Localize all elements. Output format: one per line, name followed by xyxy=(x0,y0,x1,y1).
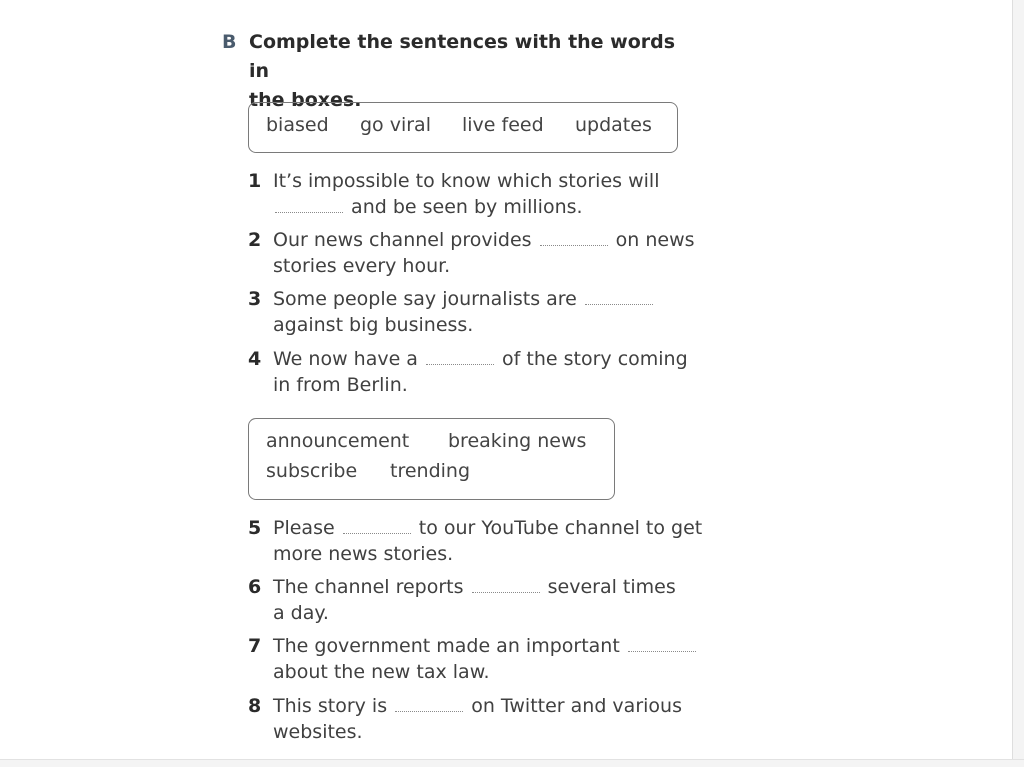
item-text-part: on Twitter and various xyxy=(471,695,682,717)
item-text xyxy=(273,515,743,567)
answer-blank[interactable] xyxy=(585,290,653,305)
item-text-part: about the new tax law. xyxy=(273,661,490,683)
item-text-part: Our news channel provides xyxy=(273,229,532,251)
word-box-2 xyxy=(248,418,615,500)
item-text xyxy=(273,168,743,220)
word-box-1 xyxy=(248,102,678,153)
item-text xyxy=(273,633,743,685)
item-text xyxy=(273,346,743,398)
item-text-part: and be seen by millions. xyxy=(351,196,583,218)
item-text-part: websites. xyxy=(273,721,363,743)
item-number: 1 xyxy=(248,170,262,192)
word-breaking-news: breaking news xyxy=(448,430,587,452)
word-trending: trending xyxy=(390,460,471,482)
item-number: 3 xyxy=(248,288,262,310)
item-text xyxy=(273,574,743,626)
item-number: 5 xyxy=(248,517,262,539)
word-live-feed: live feed xyxy=(462,114,544,136)
answer-blank[interactable] xyxy=(540,231,608,246)
item-text xyxy=(273,286,743,338)
item-text xyxy=(273,227,743,279)
item-text-part: against big business. xyxy=(273,314,474,336)
instruction-line-1: Complete the sentences with the words in xyxy=(249,31,676,82)
answer-blank[interactable] xyxy=(472,578,540,593)
item-text-part: Some people say journalists are xyxy=(273,288,577,310)
item-text-part: We now have a xyxy=(273,348,418,370)
item-text-part: of the story coming xyxy=(502,348,688,370)
item-text-part: more news stories. xyxy=(273,543,454,565)
word-biased: biased xyxy=(266,114,329,136)
answer-blank[interactable] xyxy=(275,198,343,213)
item-text-part: in from Berlin. xyxy=(273,374,408,396)
item-text-part: Please xyxy=(273,517,335,539)
item-text-part: The channel reports xyxy=(273,576,464,598)
item-number: 8 xyxy=(248,695,262,717)
item-number: 2 xyxy=(248,229,262,251)
answer-blank[interactable] xyxy=(343,519,411,534)
item-text-part: several times xyxy=(547,576,676,598)
item-text-part: on news xyxy=(615,229,695,251)
word-go-viral: go viral xyxy=(360,114,431,136)
word-updates: updates xyxy=(575,114,652,136)
item-text-part: This story is xyxy=(273,695,388,717)
bottom-frame-border xyxy=(0,759,1024,767)
answer-blank[interactable] xyxy=(395,697,463,712)
item-text-part: The government made an important xyxy=(273,635,620,657)
item-text-part: to our YouTube channel to get xyxy=(418,517,703,539)
section-letter: B xyxy=(222,31,237,53)
instruction-line-2: the boxes. xyxy=(249,89,362,111)
right-frame-border xyxy=(1012,0,1024,767)
item-text xyxy=(273,693,743,745)
item-number: 4 xyxy=(248,348,262,370)
item-text-part: It’s impossible to know which stories will xyxy=(273,170,660,192)
answer-blank[interactable] xyxy=(628,637,696,652)
word-subscribe: subscribe xyxy=(266,460,358,482)
item-text-part: stories every hour. xyxy=(273,255,451,277)
item-number: 6 xyxy=(248,576,262,598)
item-number: 7 xyxy=(248,635,262,657)
word-announcement: announcement xyxy=(266,430,410,452)
answer-blank[interactable] xyxy=(426,350,494,365)
item-text-part: a day. xyxy=(273,602,329,624)
